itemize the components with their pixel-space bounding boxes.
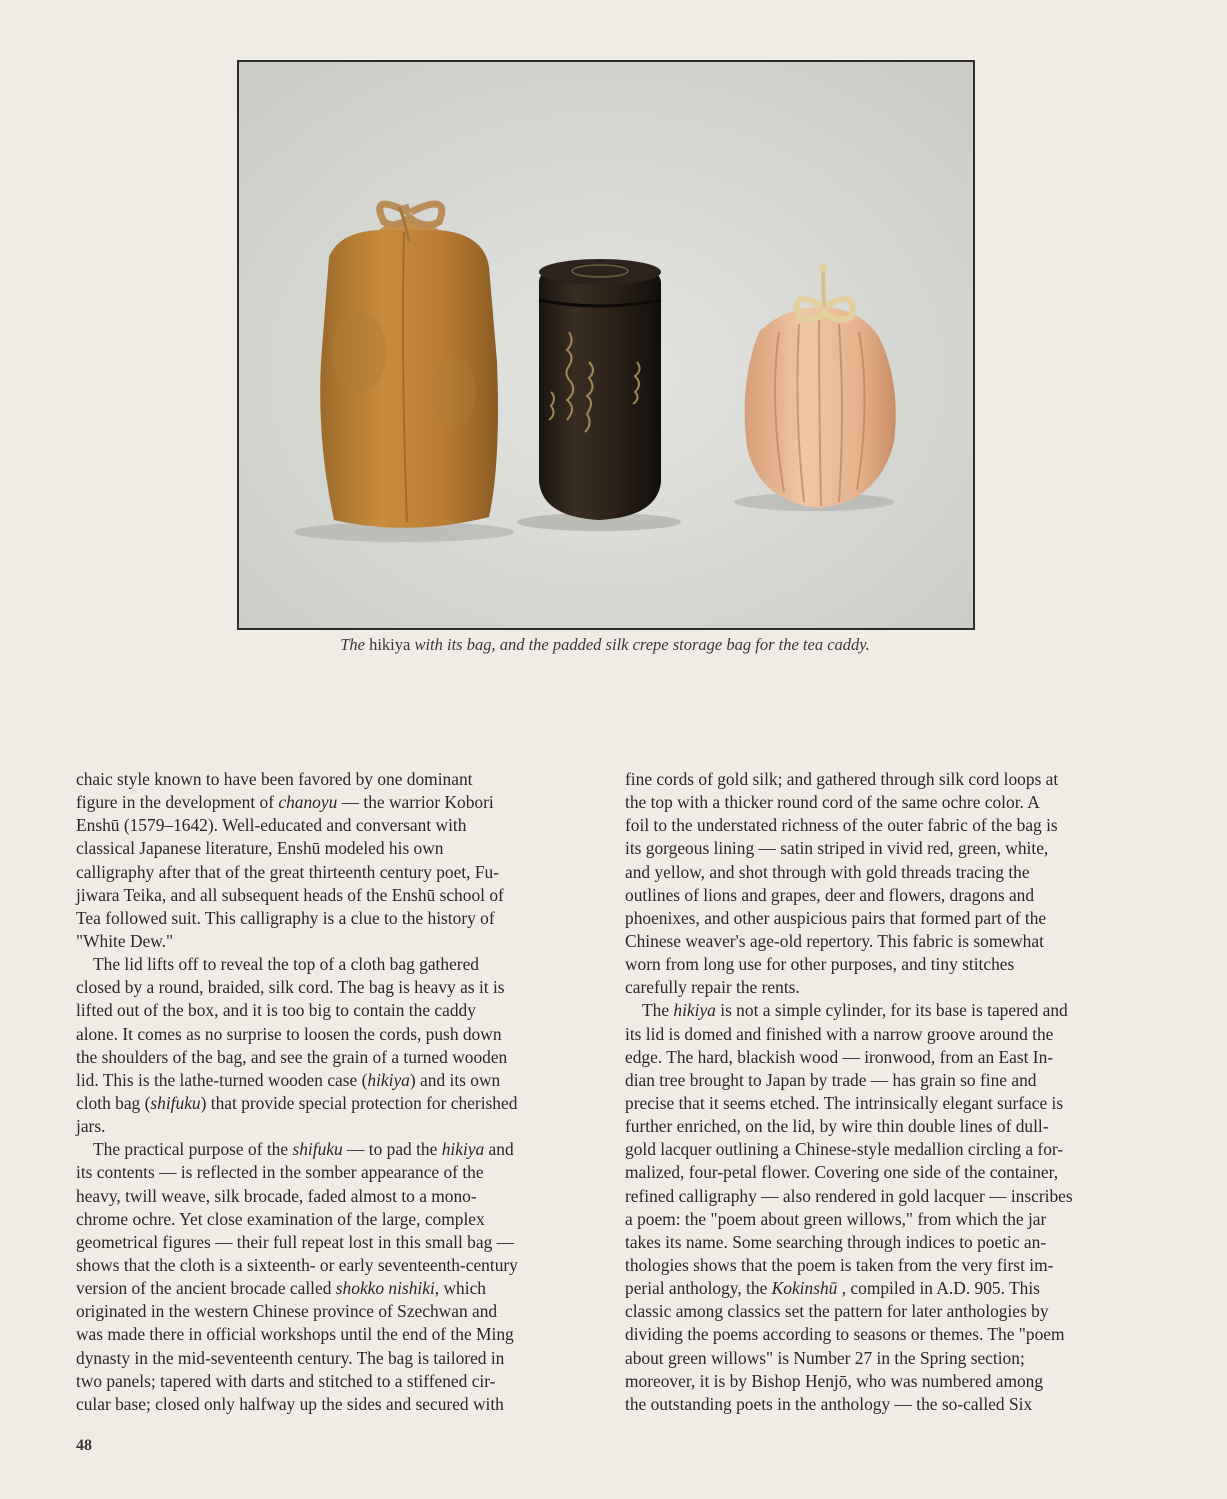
caption-text-2: with its bag, and the padded silk crepe storage bag for the tea caddy. — [414, 635, 870, 654]
text-line — [625, 930, 1155, 953]
text-segment: alone. It comes as no surprise to loosen the cords, push down — [76, 1023, 502, 1044]
text-segment: perial anthology, the — [625, 1278, 772, 1299]
text-segment: edge. The hard, blackish wood — ironwood, from an East In- — [625, 1046, 1054, 1067]
text-segment: its lid is domed and finished with a narrow groove around the — [625, 1023, 1054, 1044]
text-segment: fine cords of gold silk; and gathered through silk cord loops at — [625, 769, 1059, 789]
text-line — [625, 814, 1155, 837]
text-segment: its gorgeous lining — satin striped in vivid red, green, white, — [625, 838, 1049, 859]
text-segment: classic among classics set the pattern for later anthologies by — [625, 1301, 1049, 1322]
text-line — [625, 1138, 1155, 1161]
text-line — [625, 1092, 1155, 1115]
italic-term: shifuku — [150, 1092, 201, 1113]
text-segment: and yellow, and shot through with gold threads tracing the — [625, 861, 1030, 882]
text-segment: the shoulders of the bag, and see the grain of a turned wooden — [76, 1046, 508, 1067]
text-line — [76, 999, 616, 1022]
text-segment: cular base; closed only halfway up the sides and secured with — [76, 1393, 504, 1414]
body-text-right-column — [625, 768, 1155, 1416]
text-line — [625, 837, 1155, 860]
caption-term: hikiya — [369, 635, 411, 654]
text-segment: worn from long use for other purposes, and tiny stitches — [625, 954, 1015, 975]
text-segment: gold lacquer outlining a Chinese-style medallion circling a for- — [625, 1139, 1064, 1160]
text-line — [76, 861, 616, 884]
text-segment: its contents — is reflected in the somber appearance of the — [76, 1162, 484, 1183]
text-segment: Enshū (1579–1642). Well-educated and conversant with — [76, 815, 467, 836]
text-segment: foil to the understated richness of the outer fabric of the bag is — [625, 815, 1058, 836]
text-segment: about green willows" is Number 27 in the Spring section; — [625, 1347, 1025, 1368]
text-segment: Chinese weaver's age-old repertory. This fabric is somewhat — [625, 930, 1044, 951]
text-line — [76, 1347, 616, 1370]
text-line — [76, 1092, 616, 1115]
text-line — [76, 1370, 616, 1393]
text-line — [76, 814, 616, 837]
text-segment: two panels; tapered with darts and stitched to a stiffened cir- — [76, 1370, 496, 1391]
italic-term: shifuku — [292, 1139, 343, 1160]
text-line — [625, 1069, 1155, 1092]
text-line — [76, 976, 616, 999]
text-segment: refined calligraphy — also rendered in gold lacquer — inscribes — [625, 1185, 1073, 1206]
text-segment: — to pad the — [342, 1139, 442, 1160]
figure-caption — [237, 635, 973, 655]
text-segment: precise that it seems etched. The intrinsically elegant surface is — [625, 1092, 1064, 1113]
italic-term: Kokinshū — [771, 1278, 838, 1299]
italic-term: shokko nishiki — [335, 1278, 435, 1299]
text-segment: Tea followed suit. This calligraphy is a clue to the history of — [76, 907, 495, 928]
text-segment: carefully repair the rents. — [625, 977, 800, 998]
text-line — [76, 1393, 616, 1416]
text-line — [76, 1300, 616, 1323]
text-segment: takes its name. Some searching through indices to poetic an- — [625, 1231, 1047, 1252]
italic-term: chanoyu — [278, 792, 338, 813]
text-line — [625, 1023, 1155, 1046]
text-segment: version of the ancient brocade called — [76, 1278, 336, 1299]
text-segment: The — [642, 1000, 674, 1021]
text-line — [625, 999, 1155, 1022]
text-line — [76, 1138, 616, 1161]
caption-text-1: The — [340, 635, 365, 654]
text-segment: jiwara Teika, and all subsequent heads of the Enshū school of — [76, 884, 504, 905]
text-segment: heavy, twill weave, silk brocade, faded almost to a mono- — [76, 1185, 477, 1206]
text-segment: further enriched, on the lid, by wire thin double lines of dull- — [625, 1116, 1049, 1137]
text-line — [625, 1254, 1155, 1277]
text-line — [625, 1161, 1155, 1184]
text-line — [625, 1300, 1155, 1323]
text-line — [76, 1323, 616, 1346]
text-line — [625, 1208, 1155, 1231]
text-segment: jars. — [76, 1116, 106, 1137]
text-segment: lid. This is the lathe-turned wooden case ( — [76, 1069, 368, 1090]
text-line — [625, 1370, 1155, 1393]
text-line — [76, 1185, 616, 1208]
text-segment: is not a simple cylinder, for its base is tapered and — [715, 1000, 1068, 1021]
text-segment: a poem: the "poem about green willows," from which the jar — [625, 1208, 1047, 1229]
text-line — [625, 1277, 1155, 1300]
text-line — [76, 907, 616, 930]
text-line — [625, 884, 1155, 907]
text-segment: malized, four-petal flower. Covering one side of the container, — [625, 1162, 1059, 1183]
text-segment: classical Japanese literature, Enshū modeled his own — [76, 838, 444, 859]
text-line — [625, 953, 1155, 976]
text-line — [76, 1046, 616, 1069]
text-segment: "White Dew." — [76, 930, 174, 951]
body-text-left-column — [76, 768, 616, 1416]
text-segment: calligraphy after that of the great thirteenth century poet, Fu- — [76, 861, 500, 882]
text-line — [76, 791, 616, 814]
italic-term: hikiya — [441, 1139, 485, 1160]
text-line — [625, 1323, 1155, 1346]
italic-term: hikiya — [367, 1069, 410, 1090]
text-segment: The practical purpose of the — [93, 1139, 293, 1160]
text-line — [625, 1115, 1155, 1138]
text-segment: lifted out of the box, and it is too big to contain the caddy — [76, 1000, 476, 1021]
text-segment: shows that the cloth is a sixteenth- or early seventeenth-century — [76, 1254, 518, 1275]
text-segment: ) and its own — [409, 1069, 501, 1090]
tea-caddy-photo — [239, 62, 973, 628]
text-line — [76, 1069, 616, 1092]
text-segment: was made there in official workshops until the end of the Ming — [76, 1324, 514, 1345]
italic-term: hikiya — [673, 1000, 716, 1021]
text-segment: geometrical figures — their full repeat lost in this small bag — — [76, 1231, 515, 1252]
text-line — [625, 791, 1155, 814]
text-line — [76, 930, 616, 953]
text-line — [76, 1254, 616, 1277]
text-line — [76, 837, 616, 860]
text-line — [625, 1185, 1155, 1208]
text-segment: chaic style known to have been favored by one dominant — [76, 769, 473, 789]
text-line — [76, 1161, 616, 1184]
text-segment: , compiled in A.D. 905. This — [837, 1278, 1040, 1299]
text-segment: cloth bag ( — [76, 1092, 151, 1113]
text-segment: originated in the western Chinese province of Szechwan and — [76, 1301, 498, 1322]
text-segment: phoenixes, and other auspicious pairs that formed part of the — [625, 907, 1047, 928]
text-segment: dian tree brought to Japan by trade — has grain so fine and — [625, 1069, 1037, 1090]
text-line — [76, 1208, 616, 1231]
text-line — [625, 1231, 1155, 1254]
text-segment: and — [484, 1139, 514, 1160]
text-line — [76, 1023, 616, 1046]
text-segment: closed by a round, braided, silk cord. The bag is heavy as it is — [76, 977, 505, 998]
text-line — [625, 1393, 1155, 1416]
text-segment: dynasty in the mid-seventeenth century. The bag is tailored in — [76, 1347, 505, 1368]
text-segment: dividing the poems according to seasons or themes. The "poem — [625, 1324, 1065, 1345]
photograph — [237, 60, 975, 630]
text-segment: moreover, it is by Bishop Henjō, who was numbered among — [625, 1370, 1044, 1391]
text-segment: the top with a thicker round cord of the same ochre color. A — [625, 792, 1040, 813]
text-line — [625, 768, 1155, 791]
text-segment: — the warrior Kobori — [337, 792, 494, 813]
text-segment: ) that provide special protection for cherished — [200, 1092, 518, 1113]
text-line — [625, 861, 1155, 884]
text-segment: the outstanding poets in the anthology — the so-called Six — [625, 1393, 1033, 1414]
text-segment: The lid lifts off to reveal the top of a cloth bag gathered — [93, 954, 480, 975]
text-line — [625, 976, 1155, 999]
text-segment: , which — [434, 1278, 486, 1299]
brocade-bag — [320, 204, 498, 528]
text-line — [625, 907, 1155, 930]
text-line — [76, 1115, 616, 1138]
text-line — [76, 768, 616, 791]
text-line — [76, 1277, 616, 1300]
text-line — [625, 1347, 1155, 1370]
text-line — [625, 1046, 1155, 1069]
page-number: 48 — [76, 1437, 92, 1454]
text-segment: chrome ochre. Yet close examination of the large, complex — [76, 1208, 485, 1229]
text-segment: thologies shows that the poem is taken from the very first im- — [625, 1254, 1054, 1275]
text-line — [76, 953, 616, 976]
text-line — [76, 1231, 616, 1254]
text-line — [76, 884, 616, 907]
black-hikiya — [539, 259, 661, 520]
text-segment: outlines of lions and grapes, deer and flowers, dragons and — [625, 884, 1035, 905]
text-segment: figure in the development of — [76, 792, 279, 813]
